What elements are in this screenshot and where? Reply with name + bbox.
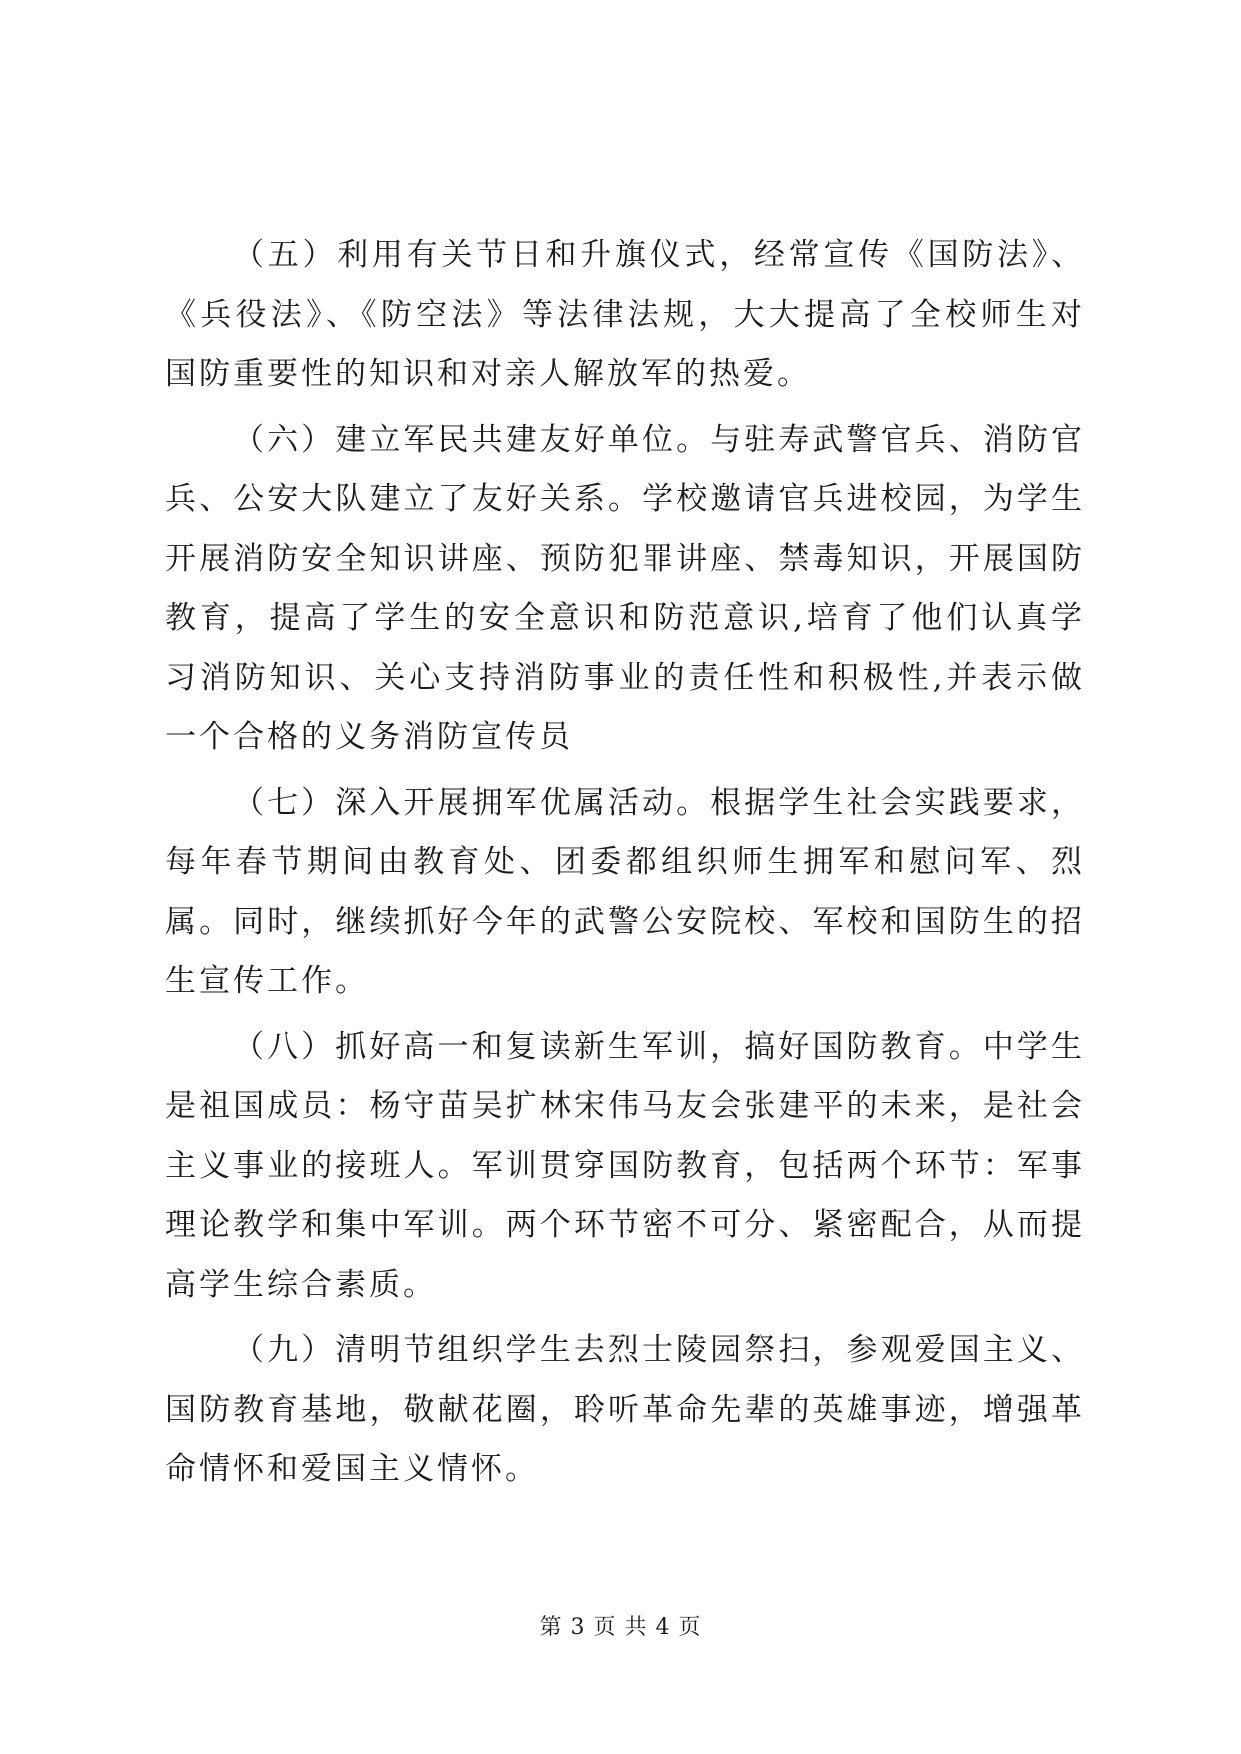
document-body	[165, 226, 1085, 1506]
paragraph-5: （五）利用有关节日和升旗仪式，经常宣传《国防法》、《兵役法》、《防空法》等法律法规，大大提高了全校师生对国防重要性的知识和对亲人解放军的热爱。	[165, 237, 1085, 392]
paragraph-6: （六）建立军民共建友好单位。与驻寿武警官兵、消防官兵、公安大队建立了友好关系。学校邀请官兵进校园，为学生开展消防安全知识讲座、预防犯罪讲座、禁毒知识，开展国防教育，提高了学生的安全意识和防范意识,培育了他们认真学习消防知识、关心支持消防事业的责任性和积极性,并表示做一个合格的义务消防宣传员	[165, 421, 1085, 755]
paragraph-9: （九）清明节组织学生去烈士陵园祭扫，参观爱国主义、国防教育基地，敬献花圈，聆听革命先辈的英雄事迹，增强革命情怀和爱国主义情怀。	[165, 1332, 1085, 1487]
page-number-footer: 第 3 页 共 4 页	[539, 1615, 702, 1640]
paragraph-8: （八）抓好高一和复读新生军训，搞好国防教育。中学生是祖国成员：杨守苗吴扩林宋伟马友会张建平的未来，是社会主义事业的接班人。军训贯穿国防教育，包括两个环节：军事理论教学和集中军训。两个环节密不可分、紧密配合，从而提高学生综合素质。	[165, 1028, 1085, 1303]
paragraph-7: （七）深入开展拥军优属活动。根据学生社会实践要求，每年春节期间由教育处、团委都组织师生拥军和慰问军、烈属。同时，继续抓好今年的武警公安院校、军校和国防生的招生宣传工作。	[165, 784, 1085, 999]
